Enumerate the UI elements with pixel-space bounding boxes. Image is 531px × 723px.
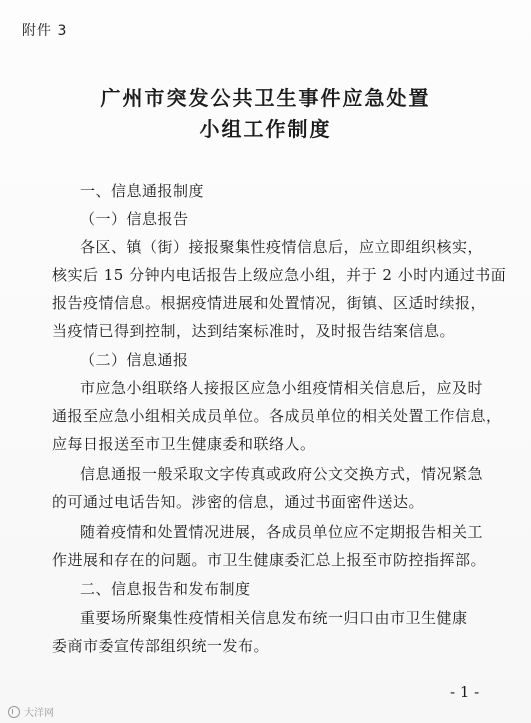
paragraph-line: 应每日报送至市卫生健康委和联络人。 [52, 435, 316, 453]
paragraph-line: 随着疫情和处置情况进展，各成员单位应不定期报告相关工 [80, 523, 484, 541]
section-2-heading: 二、信息报告和发布制度 [80, 580, 251, 598]
section-1-heading: 一、信息通报制度 [80, 182, 205, 200]
paragraph-line: 的可通过电话告知。涉密的信息，通过书面密件送达。 [52, 493, 425, 511]
watermark [8, 704, 54, 719]
paragraph-line: 市应急小组联络人接报区应急小组疫情相关信息后，应及时 [80, 379, 484, 397]
paragraph-line: 作进展和存在的问题。市卫生健康委汇总上报至市防控指挥部。 [52, 551, 487, 569]
logo-circle-icon [8, 706, 20, 718]
document-title-line-2: 小组工作制度 [199, 117, 332, 141]
paragraph-line: 报告疫情信息。根据疫情进展和处置情况，街镇、区适时续报， [52, 294, 487, 312]
paragraph-line: 重要场所聚集性疫情相关信息发布统一归口由市卫生健康 [80, 609, 468, 627]
attachment-label: 附件 3 [22, 23, 68, 39]
paragraph-line: 信息通报一般采取文字传真或政府公文交换方式，情况紧急 [80, 465, 484, 483]
paragraph-line: 通报至应急小组相关成员单位。各成员单位的相关处置工作信息， [52, 407, 502, 425]
page-number: - 1 - [450, 683, 480, 701]
paragraph-line: 当疫情已得到控制，达到结案标准时，及时报告结案信息。 [52, 322, 456, 340]
paragraph-line: 委商市委宣传部组织统一发布。 [52, 637, 270, 655]
section-1-sub-1-heading: （一）信息报告 [80, 210, 189, 228]
section-1-sub-2-heading: （二）信息通报 [80, 351, 189, 369]
watermark-text: 大洋网 [24, 708, 54, 719]
document-title-line-1: 广州市突发公共卫生事件应急处置 [100, 86, 431, 110]
paragraph-line: 核实后 15 分钟内电话报告上级应急小组，并于 2 小时内通过书面 [52, 266, 507, 284]
paragraph-line: 各区、镇（街）接报聚集性疫情信息后，应立即组织核实， [80, 238, 484, 256]
